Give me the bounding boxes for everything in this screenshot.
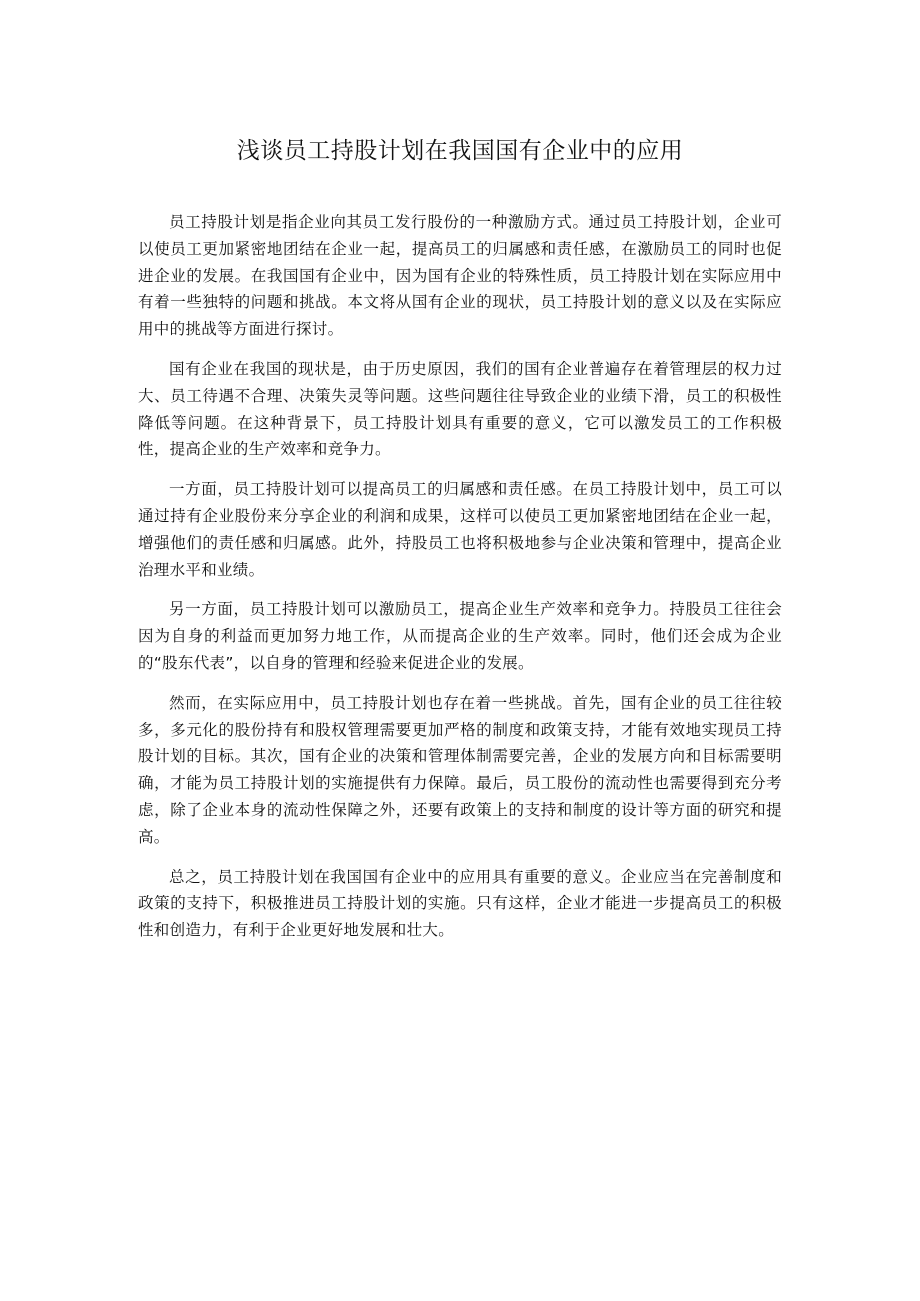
paragraph-challenges: 然而，在实际应用中，员工持股计划也存在着一些挑战。首先，国有企业的员工往往较多，多元化的股份持有和股权管理需要更加严格的制度和政策支持，才能有效地实现员工持股计划的目标。其次，国有企业的决策和管理体制需要完善，企业的发展方向和目标需要明确，才能为员工持股计划的实施提供有力保障。最后，员工股份的流动性也需要得到充分考虑，除了企业本身的流动性保障之外，还要有政策上的支持和制度的设计等方面的研究和提高。 [138, 693, 782, 846]
document-body [138, 209, 782, 957]
page-title: 浅谈员工持股计划在我国国有企业中的应用 [236, 138, 684, 164]
paragraph-conclusion: 总之，员工持股计划在我国国有企业中的应用具有重要的意义。企业应当在完善制度和政策的支持下，积极推进员工持股计划的实施。只有这样，企业才能进一步提高员工的积极性和创造力，有利于企业更好地发展和壮大。 [138, 867, 782, 940]
paragraph-current-situation: 国有企业在我国的现状是，由于历史原因，我们的国有企业普遍存在着管理层的权力过大、员工待遇不合理、决策失灵等问题。这些问题往往导致企业的业绩下滑，员工的积极性降低等问题。在这种背景下，员工持股计划具有重要的意义，它可以激发员工的工作积极性，提高企业的生产效率和竞争力。 [138, 359, 782, 459]
paragraph-incentive: 另一方面，员工持股计划可以激励员工，提高企业生产效率和竞争力。持股员工往往会因为自身的利益而更加努力地工作，从而提高企业的生产效率。同时，他们还会成为企业的“股东代表”，以自身的管理和经验来促进企业的发展。 [138, 600, 782, 672]
paragraph-belonging: 一方面，员工持股计划可以提高员工的归属感和责任感。在员工持股计划中，员工可以通过持有企业股份来分享企业的利润和成果，这样可以使员工更加紧密地团结在企业一起，增强他们的责任感和归属感。此外，持股员工也将积极地参与企业决策和管理中，提高企业治理水平和业绩。 [138, 480, 782, 579]
paragraph-intro: 员工持股计划是指企业向其员工发行股份的一种激励方式。通过员工持股计划，企业可以使员工更加紧密地团结在企业一起，提高员工的归属感和责任感，在激励员工的同时也促进企业的发展。在我国国有企业中，因为国有企业的特殊性质，员工持股计划在实际应用中有着一些独特的问题和挑战。本文将从国有企业的现状，员工持股计划的意义以及在实际应用中的挑战等方面进行探讨。 [138, 213, 782, 339]
